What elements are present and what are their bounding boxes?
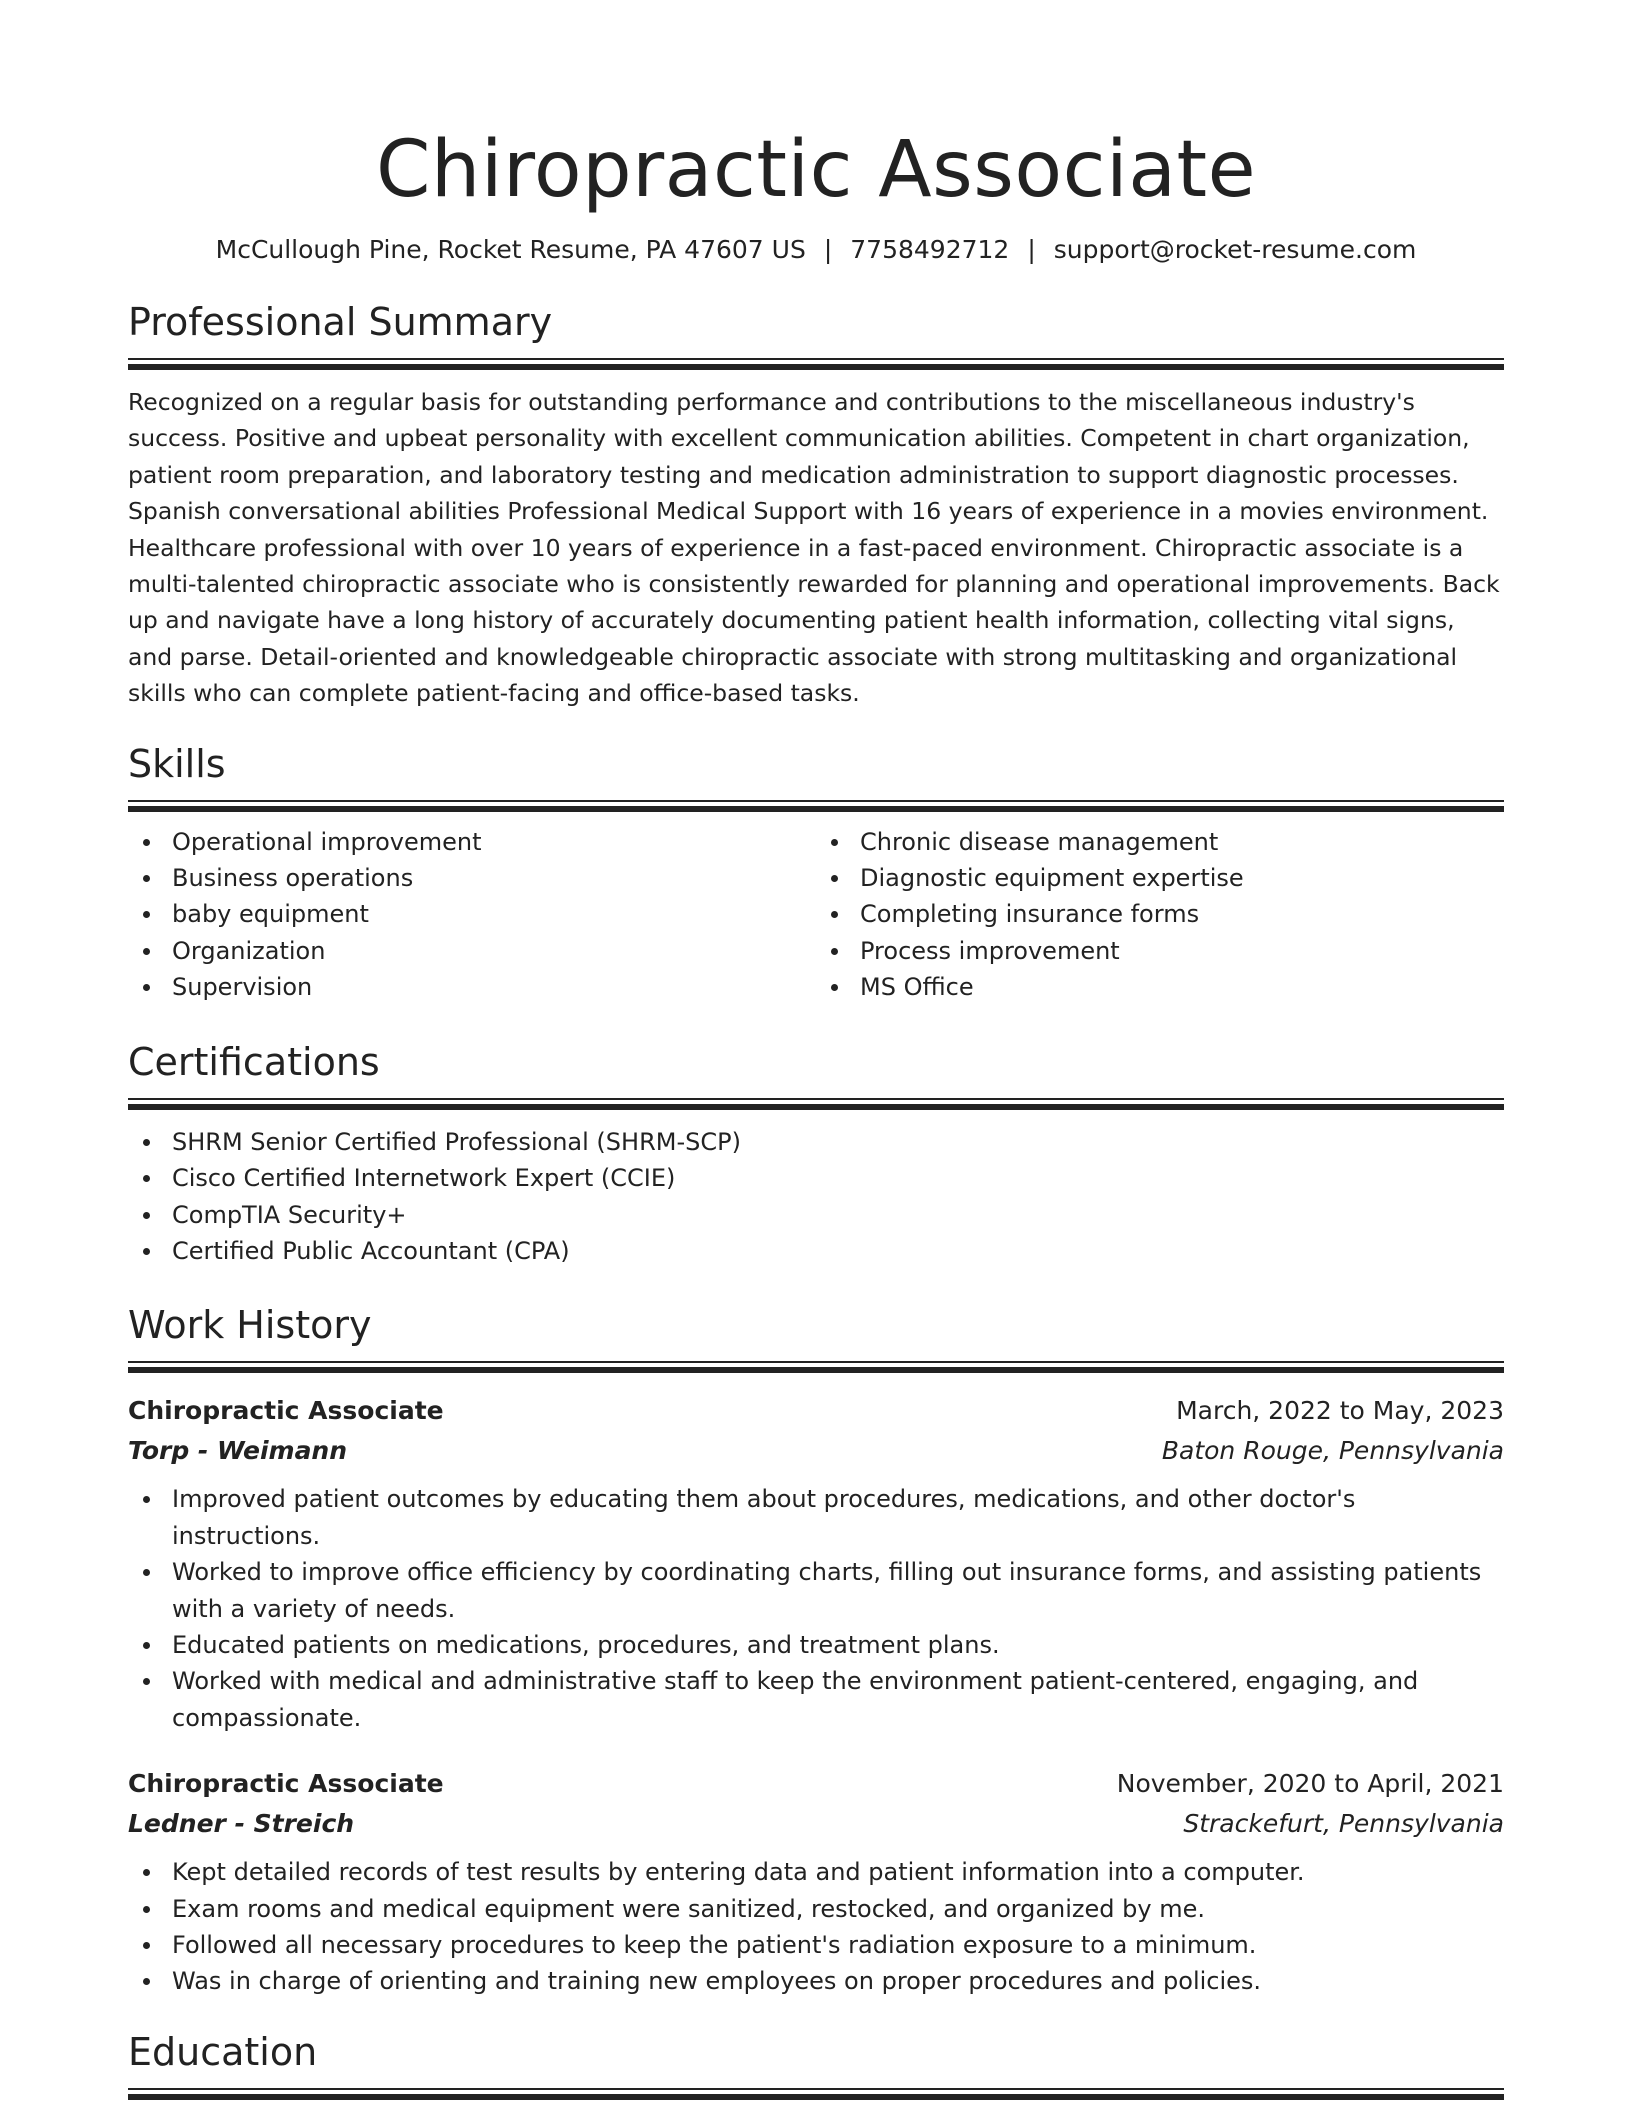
certifications-list — [128, 1124, 1504, 1270]
certifications-heading: Certifications — [128, 1039, 380, 1084]
skill-item: Process improvement — [816, 933, 1504, 969]
job-title: Chiropractic Associate — [128, 1769, 444, 1799]
contact-line — [128, 232, 1504, 268]
certification-item: SHRM Senior Certified Professional (SHRM-SCP) — [128, 1124, 1504, 1160]
skill-item: Supervision — [128, 969, 816, 1005]
section-divider — [128, 2088, 1504, 2100]
job-bullet: Exam rooms and medical equipment were sanitized, restocked, and organized by me. — [128, 1891, 1504, 1927]
job-subheader — [128, 1804, 1504, 1844]
skills-section — [128, 740, 1504, 1006]
section-divider — [128, 1098, 1504, 1110]
job-dates: March, 2022 to May, 2023 — [1176, 1396, 1504, 1426]
skills-column-left — [128, 824, 816, 1006]
job-dates: November, 2020 to April, 2021 — [1116, 1769, 1504, 1799]
job-entry — [128, 1764, 1504, 2000]
contact-email: support@rocket-resume.com — [1053, 235, 1417, 264]
job-bullet: Worked with medical and administrative staff to keep the environment patient-centered, engaging, and compassionate. — [128, 1663, 1504, 1736]
job-header — [128, 1391, 1504, 1431]
skills-grid — [128, 824, 1504, 1006]
job-bullets — [128, 1854, 1504, 2000]
section-divider — [128, 358, 1504, 370]
job-bullet: Followed all necessary procedures to keep the patient's radiation exposure to a minimum. — [128, 1927, 1504, 1963]
section-divider — [128, 800, 1504, 812]
job-bullet: Was in charge of orienting and training new employees on proper procedures and policies. — [128, 1963, 1504, 1999]
certification-item: Certified Public Accountant (CPA) — [128, 1233, 1504, 1269]
job-entry — [128, 1391, 1504, 1736]
job-location: Strackefurt, Pennsylvania — [1183, 1809, 1504, 1839]
job-company: Ledner - Streich — [128, 1809, 355, 1839]
job-bullet: Improved patient outcomes by educating them about procedures, medications, and other doctor's instructions. — [128, 1481, 1504, 1554]
job-location: Baton Rouge, Pennsylvania — [1161, 1436, 1504, 1466]
job-subheader — [128, 1431, 1504, 1471]
summary-section — [128, 298, 1504, 712]
education-section — [128, 2028, 1504, 2100]
work-history-heading: Work History — [128, 1303, 372, 1348]
skill-item: Diagnostic equipment expertise — [816, 860, 1504, 896]
contact-address: McCullough Pine, Rocket Resume, PA 47607 US — [215, 235, 806, 264]
skills-heading: Skills — [128, 741, 226, 786]
summary-heading: Professional Summary — [128, 300, 553, 344]
skill-item: Organization — [128, 933, 816, 969]
job-bullet: Kept detailed records of test results by entering data and patient information into a computer. — [128, 1854, 1504, 1890]
job-bullet: Worked to improve office efficiency by coordinating charts, filling out insurance forms, and assisting patients with a variety of needs. — [128, 1554, 1504, 1627]
skill-item: Chronic disease management — [816, 824, 1504, 860]
job-header — [128, 1764, 1504, 1804]
summary-text: Recognized on a regular basis for outstanding performance and contributions to the miscellaneous industry's success. Positive and upbeat personality with excellent communication abilities. Competent in chart organization, patient room preparation, and laboratory testing and medication administration to support diagnostic processes. Spanish conversational abilities Professional Medical Support with 16 years of experience in a movies environment. Healthcare professional with over 10 years of experience in a fast-paced environment. Chiropractic associate is a multi-talented chiropractic associate who is consistently rewarded for planning and operational improvements. Back up and navigate have a long history of accurately documenting patient health information, collecting vital signs, and parse. Detail-oriented and knowledgeable chiropractic associate with strong multitasking and organizational skills who can complete patient-facing and office-based tasks. — [128, 388, 1500, 708]
contact-phone: 7758492712 — [850, 235, 1010, 264]
contact-separator: | — [823, 235, 833, 264]
skill-item: Operational improvement — [128, 824, 816, 860]
section-divider — [128, 1361, 1504, 1373]
skill-item: Business operations — [128, 860, 816, 896]
skill-item: MS Office — [816, 969, 1504, 1005]
skill-item: baby equipment — [128, 896, 816, 932]
certification-item: Cisco Certified Internetwork Expert (CCIE) — [128, 1160, 1504, 1196]
contact-separator: | — [1027, 235, 1036, 264]
education-heading: Education — [128, 2029, 318, 2074]
skills-column-right — [816, 824, 1504, 1006]
job-bullets — [128, 1481, 1504, 1736]
job-title: Chiropractic Associate — [128, 1396, 444, 1426]
certification-item: CompTIA Security+ — [128, 1197, 1504, 1233]
job-bullet: Educated patients on medications, procedures, and treatment plans. — [128, 1627, 1504, 1663]
certifications-section — [128, 1038, 1504, 1270]
resume-title: Chiropractic Associate — [375, 125, 1257, 215]
work-history-section — [128, 1301, 1504, 1999]
skill-item: Completing insurance forms — [816, 896, 1504, 932]
job-company: Torp - Weimann — [128, 1436, 348, 1466]
